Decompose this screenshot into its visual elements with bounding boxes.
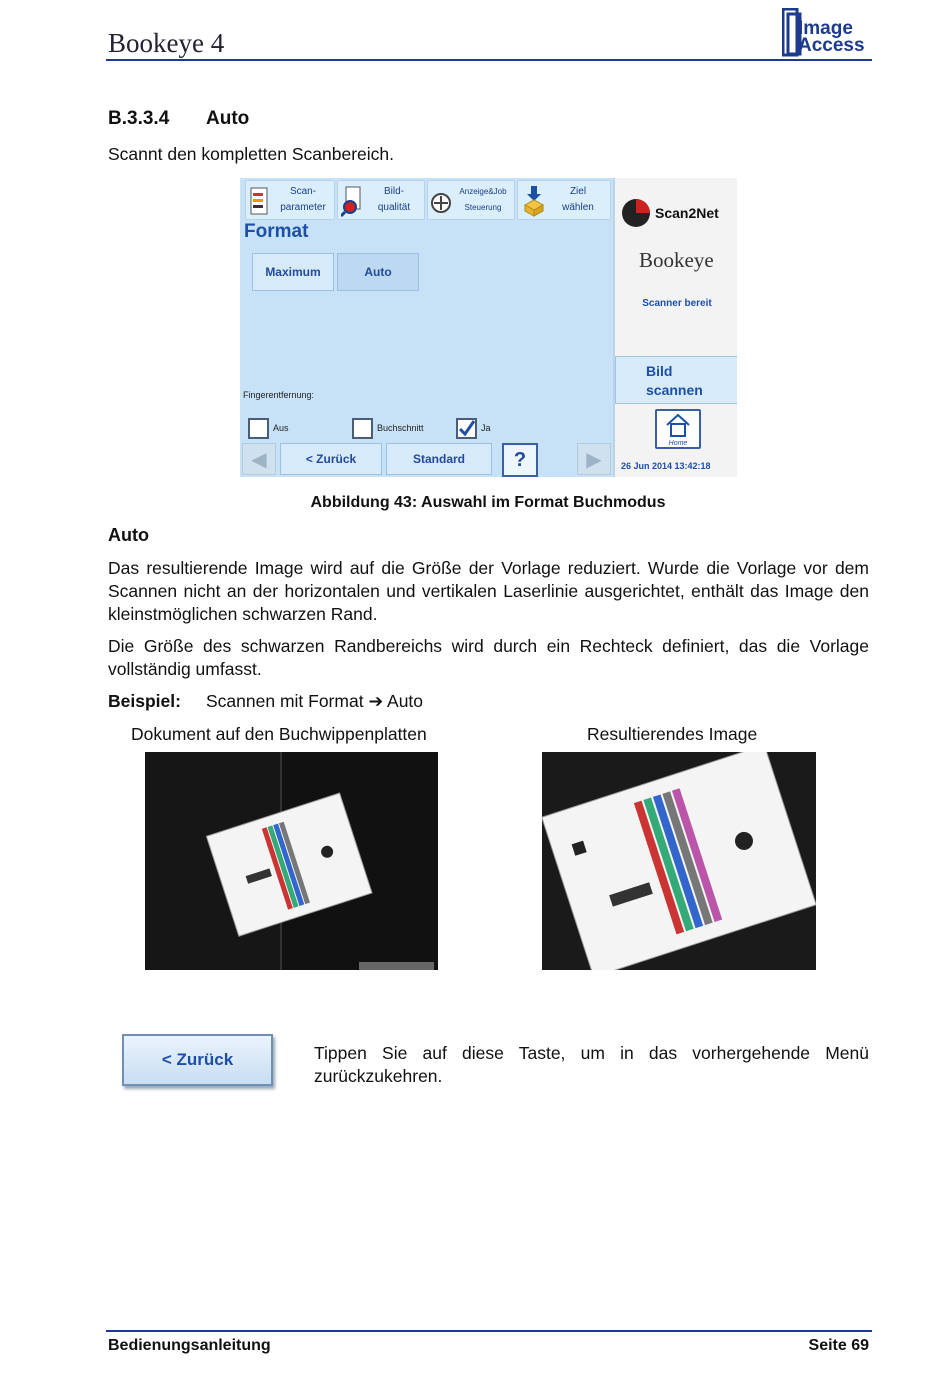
toolbar-label: Scan- xyxy=(289,186,317,197)
nav-right-arrow-icon[interactable]: ▶ xyxy=(577,443,611,475)
scan-button-line2: scannen xyxy=(646,382,703,398)
scan2net-brand: Scan2Net xyxy=(655,205,719,221)
toolbar-label: parameter xyxy=(280,202,326,213)
back-button-description: Tippen Sie auf diese Taste, um in das vorhergehende Menü zurückzukehren. xyxy=(314,1043,869,1086)
toolbar-label: Steuerung xyxy=(464,203,502,212)
document-on-book-cradle-photo xyxy=(145,752,438,970)
toolbar-scan-parameter[interactable] xyxy=(245,180,335,220)
example-label: Beispiel: xyxy=(108,691,181,711)
side-bookeye-logo: Bookeye xyxy=(639,248,714,272)
format-title: Format xyxy=(244,221,309,242)
section-title: Auto xyxy=(206,108,250,129)
timestamp: 26 Jun 2014 13:42:18 xyxy=(621,461,711,471)
checkbox-buchschnitt[interactable] xyxy=(352,418,373,439)
scan2net-logo-icon xyxy=(621,198,651,228)
toolbar-label: wählen xyxy=(562,202,594,213)
scan-parameter-icon xyxy=(249,185,271,217)
right-photo-caption: Resultierendes Image xyxy=(587,724,758,744)
section-intro: Scannt den kompletten Scanbereich. xyxy=(108,144,395,164)
figure-caption: Abbildung 43: Auswahl im Format Buchmodus xyxy=(310,494,666,511)
back-button-sample[interactable]: < Zurück xyxy=(122,1034,273,1086)
image-quality-icon xyxy=(341,185,363,217)
section-number: B.3.3.4 xyxy=(108,108,170,129)
display-control-icon xyxy=(430,185,452,217)
toolbar-label: Anzeige&Job xyxy=(459,187,507,196)
target-select-icon xyxy=(523,185,545,217)
resulting-image-photo xyxy=(542,752,816,970)
test-chart-large-icon xyxy=(542,752,816,970)
bookeye-logo: Bookeye 4 xyxy=(108,28,225,58)
checkmark-icon xyxy=(458,420,475,437)
footer-page-number: Seite 69 xyxy=(808,1337,869,1354)
home-button[interactable] xyxy=(655,409,701,449)
ui-standard-button[interactable]: Standard xyxy=(386,443,492,475)
footer-rule xyxy=(106,1330,872,1332)
toolbar-display-control[interactable] xyxy=(427,180,515,220)
nav-left-arrow-icon[interactable]: ◀ xyxy=(242,443,276,475)
ui-side-panel xyxy=(613,178,737,477)
paragraph-1: Das resultierende Image wird auf die Größe der Vorlage reduziert. Wurde die Vorlage vor dem Scannen nicht an der horizontalen und vertikalen Laserlinie ausgerichtet, enthält das Image den kleinstmöglichen schwarzen Rand. xyxy=(108,558,869,624)
checkbox-ja[interactable] xyxy=(456,418,477,439)
scan-button-line1: Bild xyxy=(646,363,673,379)
home-icon xyxy=(657,411,699,437)
toolbar-label: qualität xyxy=(377,202,411,213)
left-photo-caption: Dokument auf den Buchwippenplatten xyxy=(131,724,427,744)
header-rule xyxy=(106,59,872,61)
subheading: Auto xyxy=(108,525,149,545)
toolbar-image-quality[interactable] xyxy=(337,180,425,220)
image-access-logo-text: Image Access xyxy=(798,18,865,56)
footer-left: Bedienungsanleitung xyxy=(108,1337,271,1354)
ui-screenshot xyxy=(240,178,737,477)
help-icon[interactable]: ? xyxy=(502,443,538,477)
home-label: Home xyxy=(668,440,688,447)
scan-image-button[interactable] xyxy=(615,356,737,404)
checkbox-label: Ja xyxy=(481,423,491,433)
scanner-status: Scanner bereit xyxy=(642,298,712,309)
toolbar-target-select[interactable] xyxy=(517,180,611,220)
format-auto-button[interactable]: Auto xyxy=(337,253,419,291)
arrow-right-icon: ➔ xyxy=(368,691,384,711)
toolbar-label: Bild- xyxy=(383,186,404,197)
checkbox-label: Aus xyxy=(273,423,289,433)
ui-back-button[interactable]: < Zurück xyxy=(280,443,382,475)
checkbox-label: Buchschnitt xyxy=(377,423,424,433)
finger-distance-label: Fingerentfernung: xyxy=(243,390,315,400)
test-chart-icon xyxy=(205,792,375,942)
toolbar-label: Ziel xyxy=(569,186,587,197)
paragraph-2: Die Größe des schwarzen Randbereichs wird durch ein Rechteck definiert, das die Vorlage vollständig umfasst. xyxy=(108,636,869,679)
example-text: Scannen mit Format ➔ Auto xyxy=(206,691,424,711)
checkbox-aus[interactable] xyxy=(248,418,269,439)
format-maximum-button[interactable]: Maximum xyxy=(252,253,334,291)
ui-main-panel xyxy=(240,178,613,477)
